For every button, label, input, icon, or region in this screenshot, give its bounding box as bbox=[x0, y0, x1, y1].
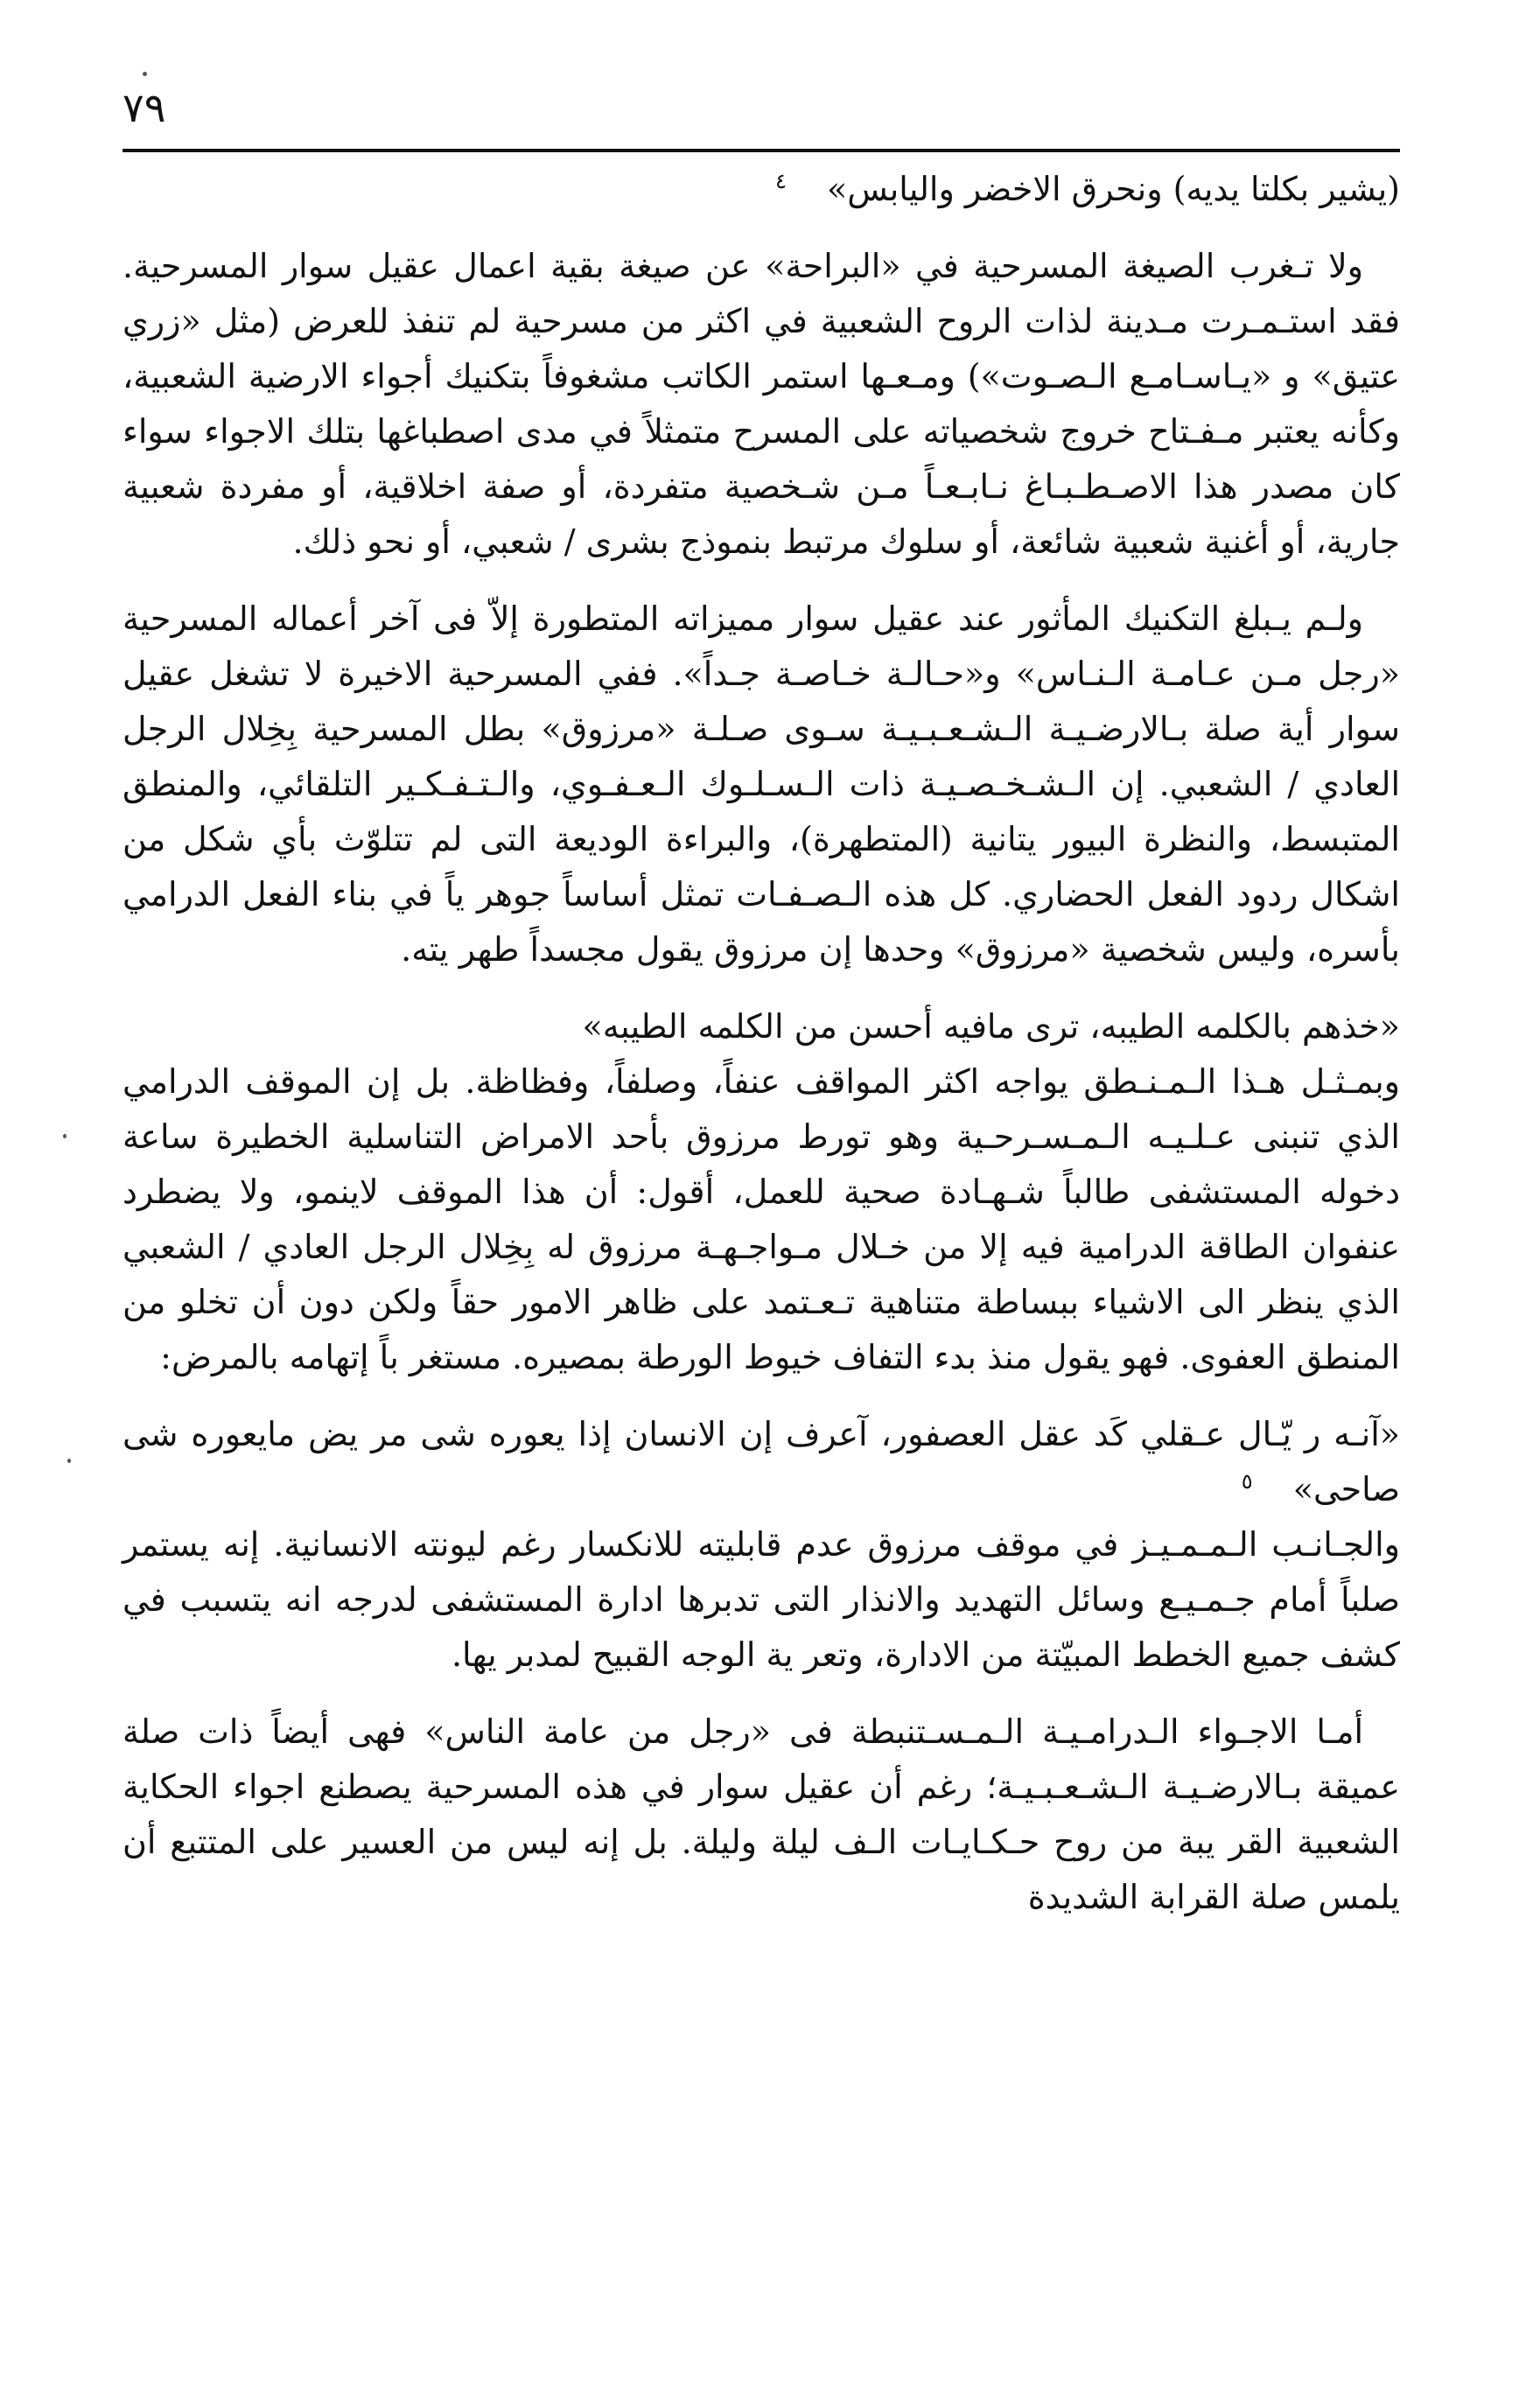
paragraph-5: وبمـثـل هـذا الـمـنـطق يواجه اكثر المواقف عنفاً، وصلفاً، وفظاظة. بل إن الموقف الدرامي الذي تنبنى عـلـيـه الـمـسـرحـية وهو تورط مرزوق بأحد الامراض التناسلية الخطيرة ساعة دخوله المستشفى طالباً شـهـادة صحية للعمل، أقول: أن هذا الموقف لاينمو، ولا يضطرد عنفوان الطاقة الدرامية فيه إلا من خـلال مـواجـهـة مرزوق له بِخِلال الرجل العادي / الشعبي الذي ينظر الى الاشياء ببساطة متناهية تـعـتمد على ظاهر الامور حقاً ولكن دون أن تخلو من المنطق العفوى. فهو يقول منذ بدء التفاف خيوط الورطة بمصيره. مستغر باً إتهامه بالمرض: bbox=[122, 1062, 1400, 1376]
footnote-marker-4: ٤ bbox=[775, 169, 787, 194]
dialogue-quote-2 bbox=[122, 1407, 1400, 1517]
footnote-marker-5: ٥ bbox=[1241, 1469, 1253, 1494]
stray-dot-top bbox=[143, 72, 147, 76]
header-rule bbox=[122, 149, 1400, 152]
paragraph-7: والجـانـب الـمـمـيـز في موقف مرزوق عدم قابليته للانكسار رغم ليونته الانسانية. إنه يستمر صلباً أمام جـمـيـع وسائل التهديد والانذار التى تدبرها ادارة المستشفى لدرجه انه يتسبب في كشف جميع الخطط المبيّتة من الادارة، وتعر ية الوجه القبيح لمدبر يها. bbox=[122, 1525, 1400, 1674]
paragraph-8: أمـا الاجـواء الـدرامـيـة الـمـسـتنبطة فى «رجل من عامة الناس» فهى أيضاً ذات صلة عميقة بـالارضـيـة الـشـعـبـيـة؛ رغم أن عقيل سوار في هذه المسرحية يصطنع اجواء الحكاية الشعبية القر يبة من روح حـكـايـات الـف ليلة وليلة. بل إنه ليس من العسير على المتتبع أن يلمس صلة القرابة الشديدة bbox=[122, 1712, 1400, 1916]
page-number: ٧٩ bbox=[122, 84, 166, 131]
dialogue-quote-2-text: «آنـه ر يّـال عـقلي كَد عقل العصفور، آعرف إن الانسان إذا يعوره شى مر يض مايعوره شى صاحى» bbox=[122, 1415, 1400, 1508]
paragraph-3: ولـم يـبلغ التكنيك المأثور عند عقيل سوار مميزاته المتطورة إلاّ فى آخر أعماله المسرحية «رجل مـن عـامـة الـنـاس» و«حـالـة خـاصـة جـداً». ففي المسرحية الاخيرة لا تشغل عقيل سوار أية صلة بـالارضـيـة الـشـعـبـيـة سـوى صـلـة «مرزوق» بطل المسرحية بِخِلال الرجل العادي / الشعبي. إن الـشـخـصـيـة ذات الـسـلـوك الـعـفـوي، والـتـفـكـير التلقائي، والمنطق المتبسط، والنظرة البيور يتانية (المتطهرة)، والبراءة الوديعة التى لم تتلوّث بأي شكل من اشكال ردود الفعل الحضاري. كل هذه الـصـفـات تمثل أساساً جوهر ياً في بناء الفعل الدرامي بأسره، وليس شخصية «مرزوق» وحدها إن مرزوق يقول مجسداً طهر يته. bbox=[122, 599, 1400, 969]
body-text bbox=[122, 162, 1400, 1925]
paragraph-1 bbox=[122, 162, 1400, 217]
stray-dot-left-2 bbox=[67, 1459, 71, 1463]
paragraph-2: ولا تـغرب الصيغة المسرحية في «البراحة» عن صيغة بقية اعمال عقيل سوار المسرحية. فقد استـمـرت مـدينة لذات الروح الشعبية في اكثر من مسرحية لم تنفذ للعرض (مثل «زري عتيق» و «يـاسـامـع الـصـوت») ومـعـها استمر الكاتب مشغوفاً بتكنيك أجواء الارضية الشعبية، وكأنه يعتبر مـفـتاح خروج شخصياته على المسرح متمثلاً في مدى اصطباغها بتلك الاجواء سواء كان مصدر هذا الاصـطـبـاغ نـابـعـاً مـن شـخصية متفردة، أو صفة اخلاقية، أو مفردة شعبية جارية، أو أغنية شعبية شائعة، أو سلوك مرتبط بنموذج بشرى / شعبي، أو نحو ذلك. bbox=[122, 247, 1400, 561]
dialogue-quote-1: «خذهم بالكلمه الطيبه، ترى مافيه أحسن من الكلمه الطيبه» bbox=[582, 1007, 1400, 1046]
quote-continuation: (يشير بكلتا يديه) ونحرق الاخضر واليابس» bbox=[827, 170, 1400, 208]
stray-dot-left-1 bbox=[63, 1134, 66, 1138]
